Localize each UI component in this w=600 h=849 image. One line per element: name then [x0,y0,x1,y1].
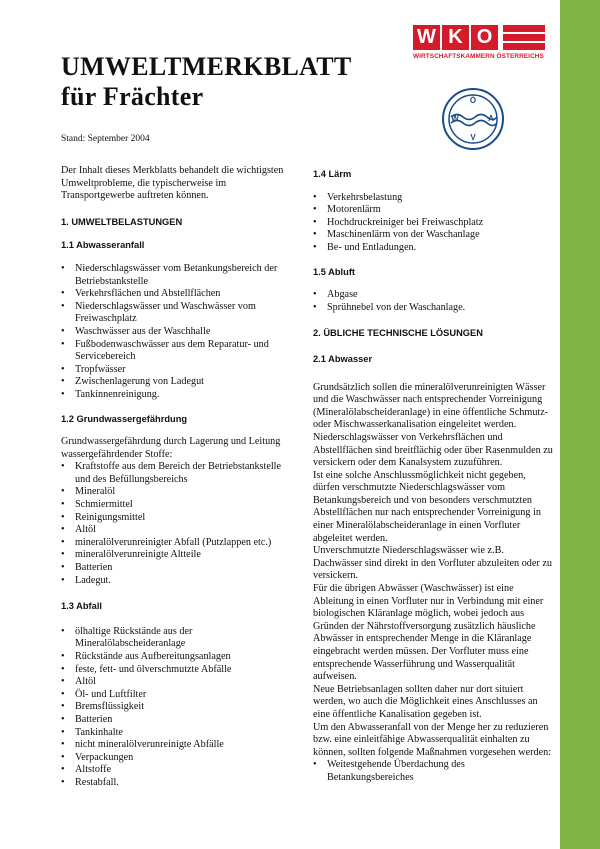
svg-text:V: V [470,133,476,142]
list-item: • Zwischenlagerung von Ladegut [61,376,296,389]
list-item: • mineralölverunreinigte Altteile [61,549,296,562]
oewav-seal-icon [441,87,505,151]
title-line1: UMWELTMERKBLATT [61,52,352,81]
list-item: • Abgase [313,289,553,302]
section2-heading: 2. ÜBLICHE TECHNISCHE LÖSUNGEN [313,328,483,339]
page-title [61,52,352,112]
s13-heading: 1.3 Abfall [61,601,102,612]
list-item: • Bremsflüssigkeit [61,701,296,714]
list-item: • Tankinnenreinigung. [61,389,296,402]
paragraph: Niederschlagswässer von Verkehrsflächen und Abstellflächen sind breitflächig oder über Rasenmulden zu versickern oder dem Kanalsystem zuzuführen. [313,431,553,469]
paragraph: Ist eine solche Anschlussmöglichkeit nicht gegeben, dürfen verschmutzte Niederschlagswässer vom Betankungsbereich und von besonders verschmutzten Abstellflächen nur nach entsprechender Vorreinigung in einer Mineralölabscheideranlage in einen Vorfluter abgeleitet werden. [313,469,541,544]
list-item: • feste, fett- und ölverschmutzte Abfälle [61,664,296,677]
list-item: • nicht mineralölverunreinigte Abfälle [61,739,296,752]
list-item: • Batterien [61,562,296,575]
s13-list [61,626,296,790]
wko-logo [413,25,545,60]
list-item: • Tropfwässer [61,364,296,377]
s12-list [61,461,296,587]
list-item: • Verkehrsbelastung [313,192,553,205]
list-item: • Restabfall. [61,777,296,790]
paragraph: Für die übrigen Abwässer (Waschwässer) ist eine Ableitung in einen Vorfluter nur in Verbindung mit einer biologischen Kläranlage möglich, wobei jedoch aus Gründen der Nährstoffversorgung zusätzlich häusliche Abwässer in entsprechender Menge in die Kläranlage eingebracht werden müssen. Der Vorfluter muss eine entsprechende Wasserführung und Wasserqualität aufweisen. [313,583,544,683]
list-item: • mineralölverunreinigter Abfall (Putzlappen etc.) [61,537,296,550]
s12-intro: Grundwassergefährdung durch Lagerung und Leitung wassergefährdender Stoffe: [61,436,281,460]
list-item: • Weitestgehende Überdachung des Betankungsbereiches [313,759,553,784]
list-item: • Fußbodenwaschwässer aus dem Reparatur- und Servicebereich [61,339,296,364]
list-item: • Be- und Entladungen. [313,242,553,255]
title-line2: für Frächter [61,82,204,111]
logo-subtitle: WIRTSCHAFTSKAMMERN ÖSTERREICHS [413,53,544,60]
list-item: • Altöl [61,676,296,689]
list-item: • Kraftstoffe aus dem Bereich der Betriebstankstelle und des Befüllungsbereichs [61,461,296,486]
list-item: • Motorenlärm [313,204,553,217]
list-item: • Verpackungen [61,752,296,765]
list-item: • Verkehrsflächen und Abstellflächen [61,288,296,301]
paragraph: Unverschmutzte Niederschlagswässer wie z.B. Dachwässer sind direkt in den Vorfluter abzuleiten oder zu versickern. [313,545,552,582]
section1-heading: 1. UMWELTBELASTUNGEN [61,216,183,227]
list-item: • Reinigungsmittel [61,512,296,525]
logo-letter: K [442,25,469,50]
list-item: • Niederschlagswässer und Waschwässer vom Freiwaschplatz [61,301,296,326]
list-item: • Schmiermittel [61,499,296,512]
list-item: • Tankinhalte [61,727,296,740]
svg-text:W: W [451,114,459,123]
green-side-bar [560,0,600,849]
s21-heading: 2.1 Abwasser [313,353,373,364]
right-column [313,168,553,785]
list-item: • Altöl [61,524,296,537]
list-item: • Mineralöl [61,486,296,499]
list-item: • Öl- und Luftfilter [61,689,296,702]
svg-text:Ö: Ö [469,96,477,105]
left-column [61,165,296,790]
s21-list [313,759,553,784]
list-item: • Ladegut. [61,575,296,588]
austria-flag-stripes [503,25,545,50]
s11-list [61,263,296,402]
list-item: • Altstoffe [61,764,296,777]
logo-letter: W [413,25,440,50]
logo-letter: O [471,25,498,50]
list-item: • ölhaltige Rückstände aus der Mineralölabscheideranlage [61,626,296,651]
paragraph: Um den Abwasseranfall von der Menge her zu reduzieren bzw. eine einleitfähige Abwasserqualität einhalten zu können, sollten folgende Maßnahmen vorgesehen werden: [313,721,552,758]
s14-heading: 1.4 Lärm [313,169,352,179]
intro-paragraph: Der Inhalt dieses Merkblatts behandelt die wichtigsten Umweltprobleme, die typischerweise im Transportgewerbe auftreten können. [61,165,284,202]
s14-list [313,192,553,255]
list-item: • Maschinenlärm von der Waschanlage [313,229,553,242]
document-date: Stand: September 2004 [61,134,150,144]
list-item: • Niederschlagswässer vom Betankungsbereich der Betriebstankstelle [61,263,296,288]
list-item: • Sprühnebel von der Waschanlage. [313,302,553,315]
list-item: • Batterien [61,714,296,727]
paragraph: Grundsätzlich sollen die mineralölverunreinigten Wässer und die Waschwässer nach entsprechender Vorreinigung (Mineralölabscheideranlage) in eine öffentliche Schmutz- oder Mischwasserkanalisation eingeleitet werden. [313,381,549,431]
s15-list [313,289,553,314]
list-item: • Rückstände aus Aufbereitungsanlagen [61,651,296,664]
s11-heading: 1.1 Abwasseranfall [61,240,145,251]
list-item: • Waschwässer aus der Waschhalle [61,326,296,339]
s21-body [313,382,553,785]
svg-text:A: A [488,114,494,123]
list-item: • Hochdruckreiniger bei Freiwaschplatz [313,217,553,230]
paragraph: Neue Betriebsanlagen sollten daher nur dort situiert werden, wo auch die Möglichkeit eines Anschlusses an eine öffentliche Kanalisation gegeben ist. [313,683,538,720]
s12-heading: 1.2 Grundwassergefährdung [61,413,188,424]
s15-heading: 1.5 Abluft [313,266,356,277]
